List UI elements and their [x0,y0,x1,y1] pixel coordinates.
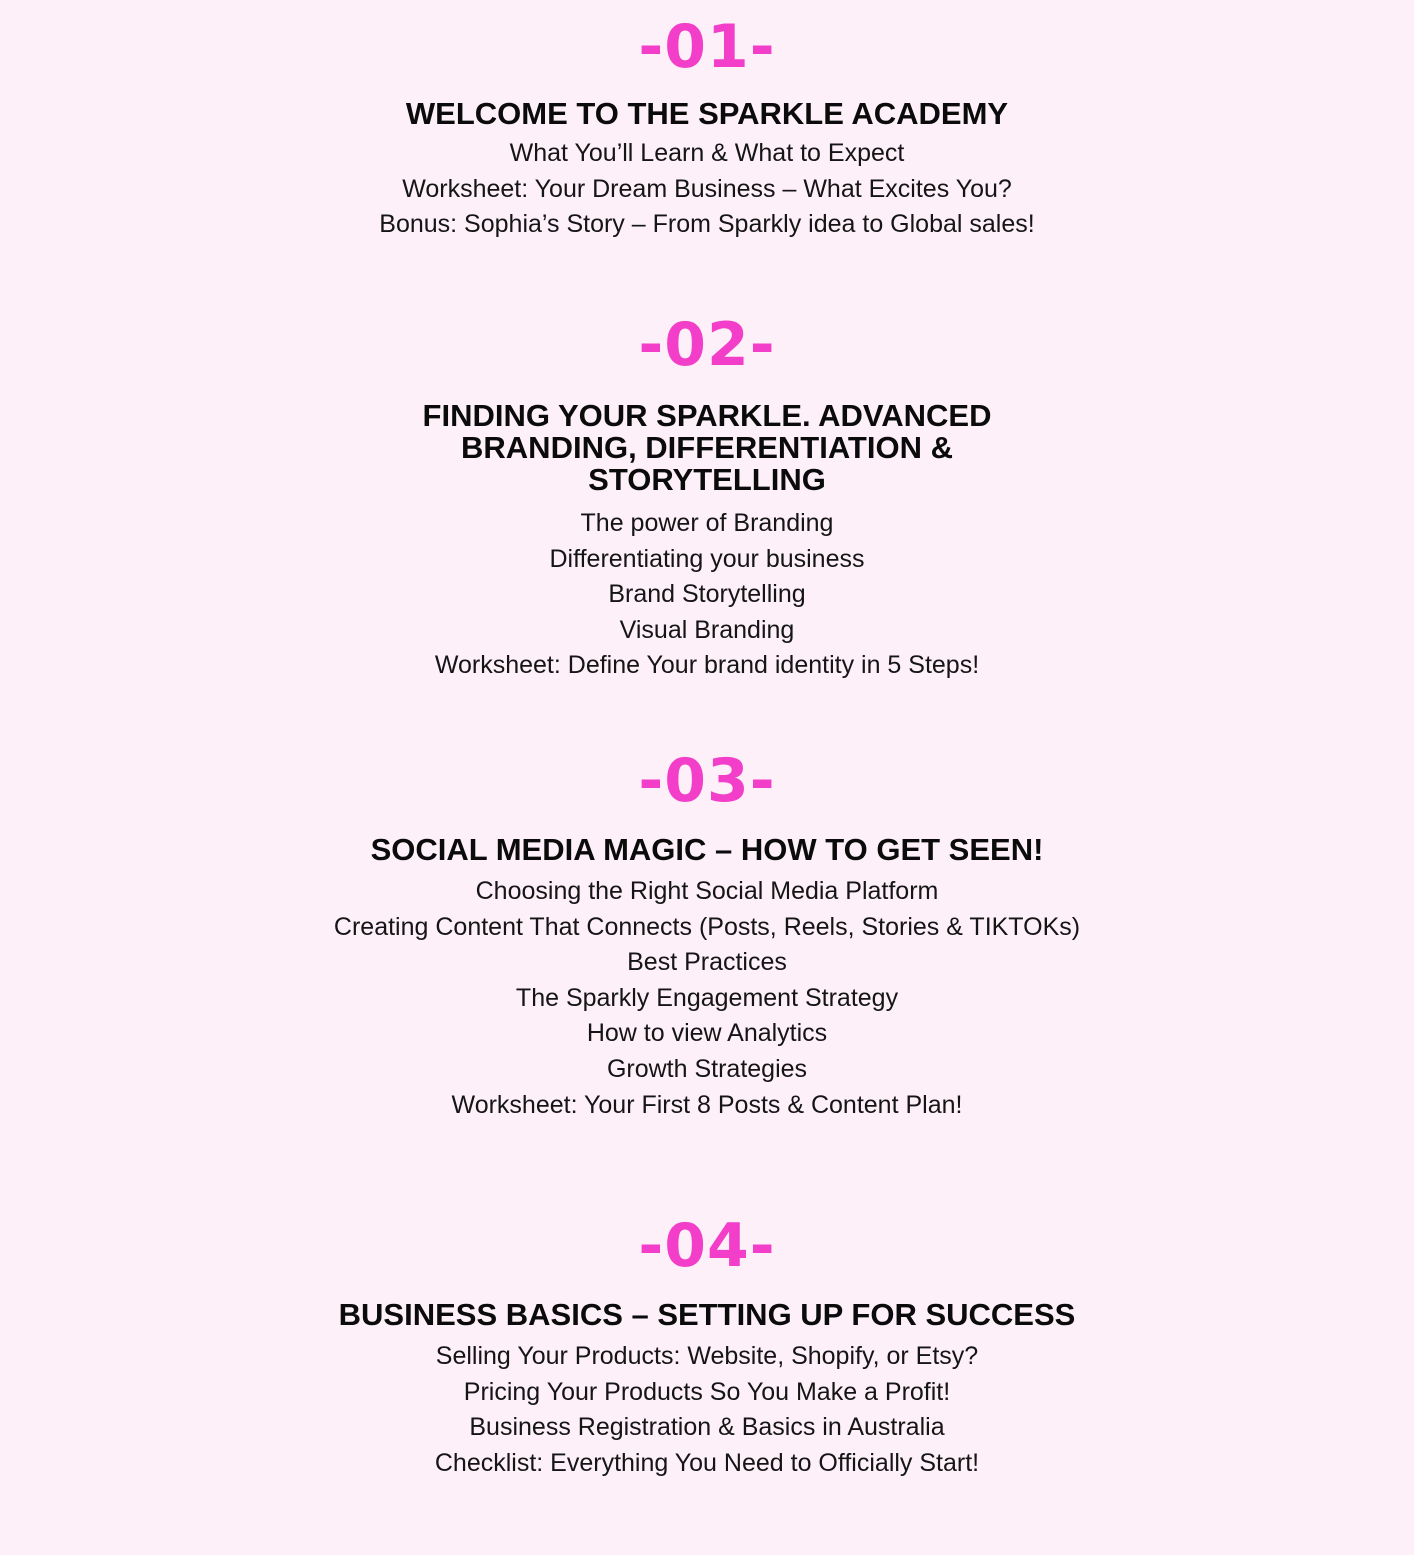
module-topic: How to view Analytics [586,1019,828,1048]
module-number: -03- [638,746,776,816]
module-topic: Brand Storytelling [608,580,806,609]
module-topic-list [0,506,1414,684]
module-title: WELCOME TO THE SPARKLE ACADEMY [405,96,1009,131]
module-topic: Visual Branding [619,615,795,644]
module-topic: Business Registration & Basics in Australia [469,1413,945,1442]
module-topic: Best Practices [627,948,787,977]
module-title: SOCIAL MEDIA MAGIC – HOW TO GET SEEN! [370,832,1044,867]
module-title: BUSINESS BASICS – SETTING UP FOR SUCCESS [338,1297,1076,1332]
module-topic: Checklist: Everything You Need to Officially Start! [434,1448,980,1477]
module-topic: Worksheet: Your First 8 Posts & Content Plan! [451,1090,963,1119]
module-topic: Growth Strategies [606,1054,808,1083]
module-topic: Differentiating your business [549,544,865,573]
module-topic: The Sparkly Engagement Strategy [515,983,899,1012]
module-topic: Creating Content That Connects (Posts, Reels, Stories & TIKTOKs) [333,912,1081,941]
module-topic: The power of Branding [580,509,834,537]
module-topic: Pricing Your Products So You Make a Profit! [463,1377,951,1406]
module-topic-list [0,1339,1414,1481]
module-number: -04- [638,1211,776,1281]
module-topic: Worksheet: Define Your brand identity in 5 Steps! [434,651,980,680]
module-number: -02- [638,310,776,380]
module-topic: Worksheet: Your Dream Business – What Excites You? [402,174,1012,203]
module-03 [0,746,1414,1123]
module-topic-list [0,136,1414,243]
module-04 [0,1211,1414,1481]
module-title: FINDING YOUR SPARKLE. ADVANCED BRANDING, DIFFERENTIATION & STORYTELLING [422,398,992,497]
module-topic-list [0,874,1414,1123]
module-topic: Bonus: Sophia’s Story – From Sparkly idea to Global sales! [379,210,1035,239]
module-02 [0,310,1414,684]
module-topic: What You’ll Learn & What to Expect [509,139,905,167]
module-01 [0,12,1414,243]
module-topic: Choosing the Right Social Media Platform [475,877,939,905]
module-number: -01- [638,12,776,82]
module-topic: Selling Your Products: Website, Shopify, or Etsy? [435,1342,979,1370]
